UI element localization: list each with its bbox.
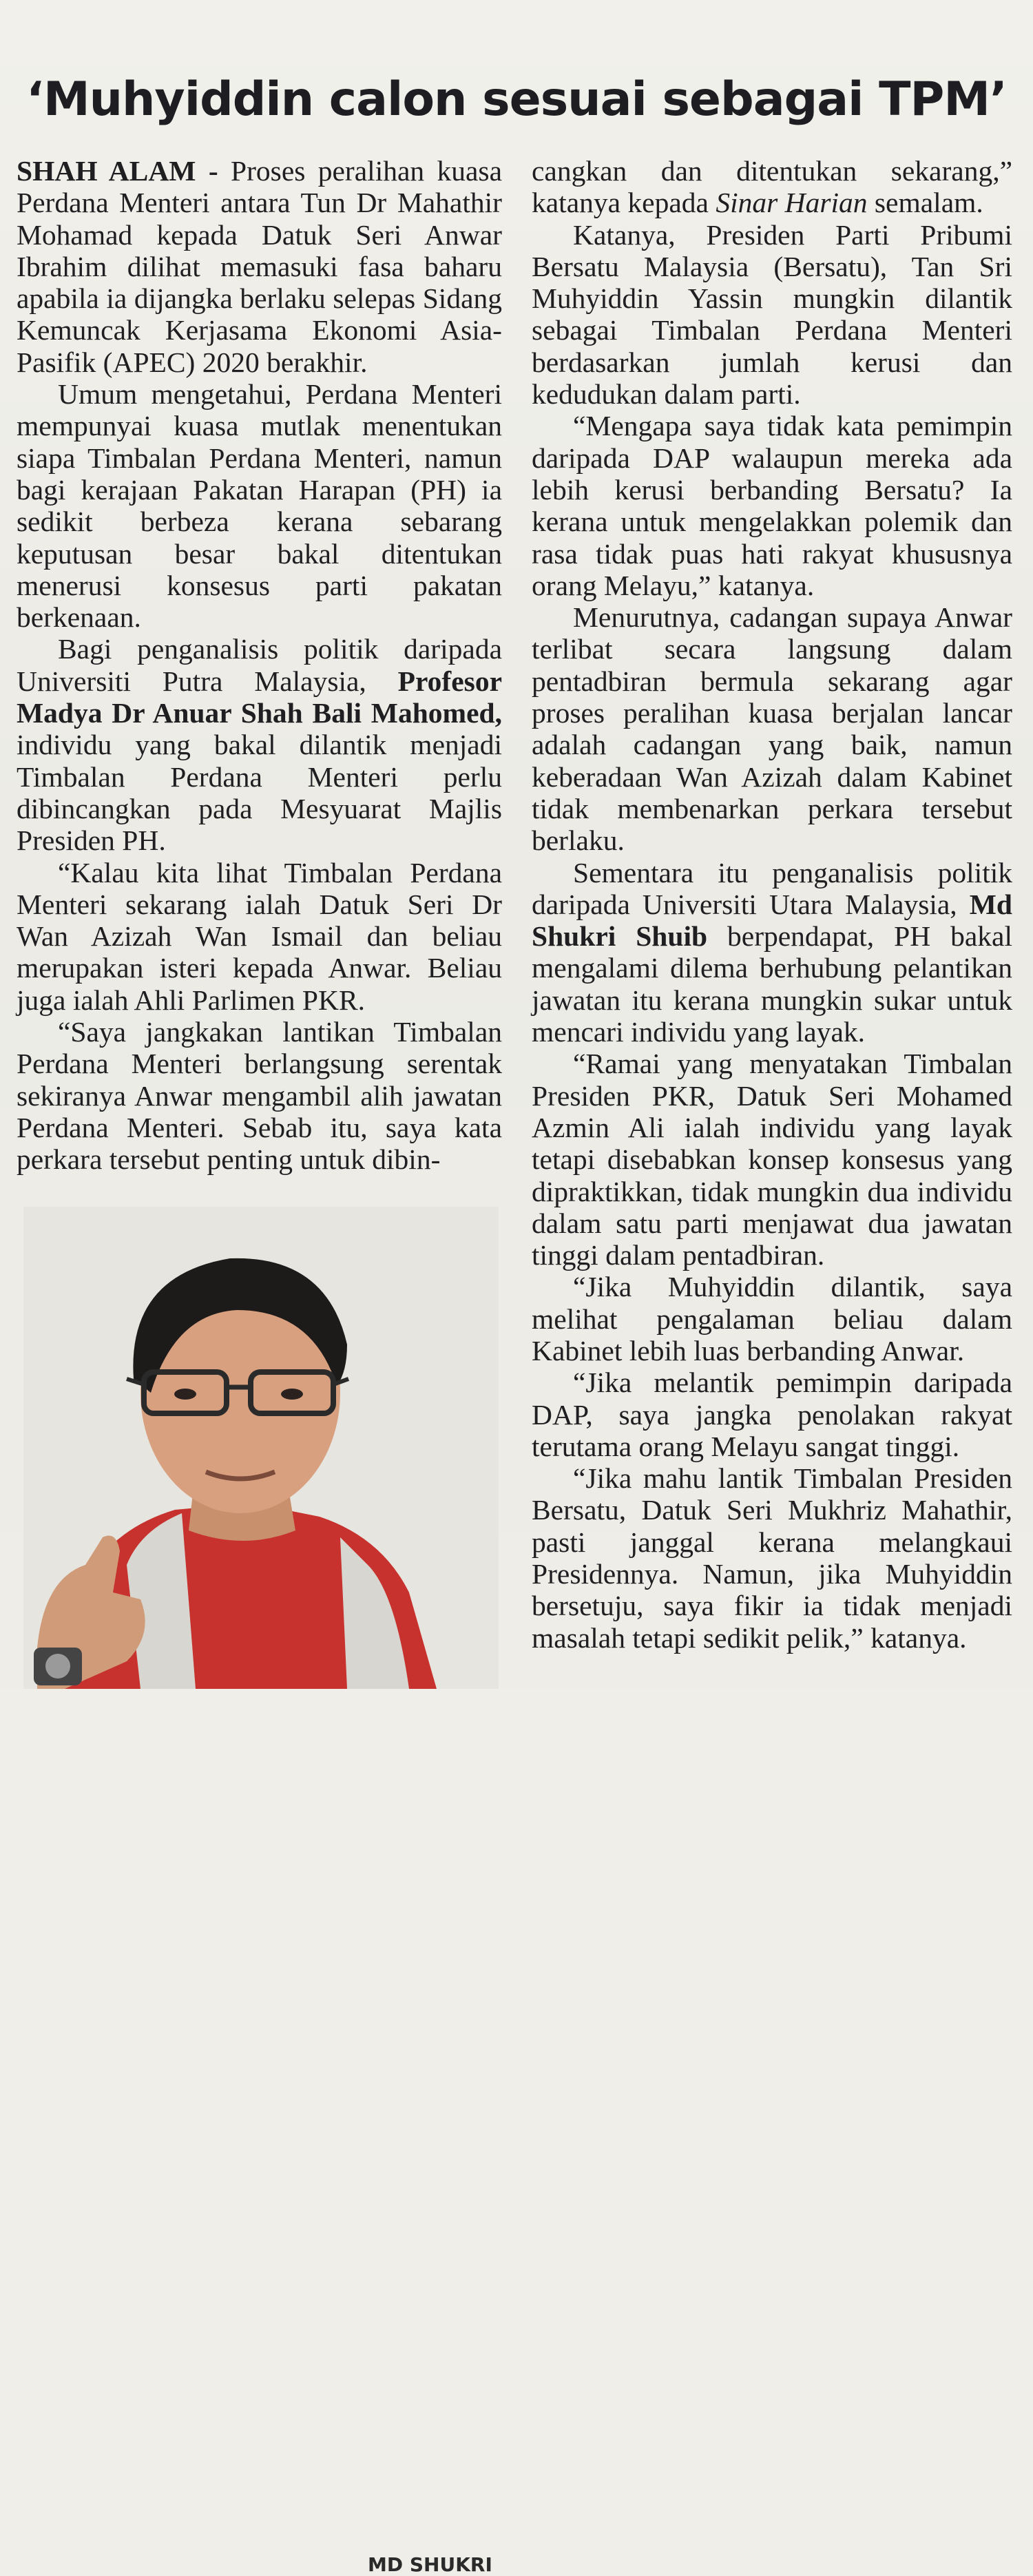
paragraph-1	[17, 155, 502, 378]
portrait-illustration	[23, 1207, 499, 1689]
paragraph-13: “Jika melantik pemimpin daripada DAP, saya jangka penolakan rakyat terutama orang Melayu sangat tinggi.	[532, 1367, 1012, 1462]
paragraph-2: Umum mengetahui, Perdana Menteri mempunyai kuasa mutlak menentukan siapa Timbalan Perdana Menteri, namun bagi kerajaan Pakatan Harapan (PH) ia sedikit berbeza kerana sebarang keputusan besar bakal ditentukan menerusi konsesus parti pakatan berkenaan.	[17, 378, 502, 634]
paragraph-10-rest: berpendapat, PH bakal mengalami dilema berhubung pelantikan jawatan itu kerana mungkin sukar untuk mencari individu yang layak.	[532, 920, 1012, 1048]
paragraph-7: Katanya, Presiden Parti Pribumi Bersatu Malaysia (Bersatu), Tan Sri Muhyiddin Yassin mungkin dilantik sebagai Timbalan Perdana Menteri berdasarkan jumlah kerusi dan kedudukan dalam parti.	[532, 218, 1012, 411]
dateline: SHAH ALAM -	[17, 155, 218, 187]
paragraph-6	[532, 155, 1012, 219]
paragraph-5: “Saya jangkakan lantikan Timbalan Perdana Menteri berlangsung serentak sekiranya Anwar mengambil alih jawatan Perdana Menteri. Sebab itu, saya kata perkara tersebut penting untuk dibin-	[17, 1016, 502, 1176]
headline: ‘Muhyiddin calon sesuai sebagai TPM’	[26, 72, 1007, 127]
paragraph-12: “Jika Muhyiddin dilantik, saya melihat pengalaman beliau dalam Kabinet lebih luas berbanding Anwar.	[532, 1271, 1012, 1367]
paragraph-4: “Kalau kita lihat Timbalan Perdana Menteri sekarang ialah Datuk Seri Dr Wan Azizah Wan Ismail dan beliau merupakan isteri kepada Anwar. Beliau juga ialah Ahli Parlimen PKR.	[17, 856, 502, 1016]
photo-caption: MD SHUKRI	[368, 2553, 492, 2576]
paragraph-1-text: Proses peralihan kuasa Perdana Menteri antara Tun Dr Mahathir Mohamad kepada Datuk Seri Anwar Ibrahim dilihat memasuki fasa baharu apabila ia dijangka berlaku selepas Sidang Kemuncak Kerjasama Ekonomi Asia-Pasifik (APEC) 2020 berakhir.	[17, 155, 502, 378]
paragraph-3	[17, 633, 502, 856]
left-column	[17, 155, 502, 1176]
paragraph-10-lead: Sementara itu penganalisis politik daripada Universiti Utara Malaysia,	[532, 856, 1012, 920]
paragraph-14: “Jika mahu lantik Timbalan Presiden Bersatu, Datuk Seri Mukhriz Mahathir, pasti janggal kerana melangkaui Presidennya. Namun, jika Muhyiddin bersetuju, saya fikir ia tidak menjadi masalah tetapi sedikit pelik,” katanya.	[532, 1462, 1012, 1654]
paragraph-8: “Mengapa saya tidak kata pemimpin daripada DAP walaupun mereka ada lebih kerusi berbanding Bersatu? Ia kerana untuk mengelakkan polemik dan rasa tidak puas hati rakyat khususnya orang Melayu,” katanya.	[532, 410, 1012, 601]
paragraph-6-lead: cangkan dan ditentukan sekarang,” katanya kepada	[532, 155, 1012, 219]
paragraph-3-lead: Bagi penganalisis politik daripada Universiti Putra Malaysia,	[17, 633, 502, 697]
paragraph-10	[532, 857, 1012, 1048]
paragraph-3-rest: individu yang bakal dilantik menjadi Timbalan Perdana Menteri perlu dibincangkan pada Mesyuarat Majlis Presiden PH.	[17, 729, 502, 857]
analyst-name-2: Md Shukri Shuib	[532, 888, 1012, 953]
paragraph-6-rest: semalam.	[867, 187, 983, 219]
portrait-photo	[23, 1207, 499, 2576]
paragraph-11: “Ramai yang menyatakan Timbalan Presiden PKR, Datuk Seri Mohamed Azmin Ali ialah individu yang layak tetapi disebabkan konsep konsesus yang dipraktikkan, tidak mungkin dua individu dalam satu parti menjawat dua jawatan tinggi dalam pentadbiran.	[532, 1048, 1012, 1271]
source-name: Sinar Harian	[716, 187, 868, 219]
analyst-name: Profesor Madya Dr Anuar Shah Bali Mahomed,	[17, 665, 502, 729]
right-column	[532, 155, 1012, 1654]
paragraph-9: Menurutnya, cadangan supaya Anwar terlibat secara langsung dalam pentadbiran bermula sekarang agar proses peralihan kuasa berjalan lancar adalah cadangan yang baik, namun keberadaan Wan Azizah dalam Kabinet tidak membenarkan perkara tersebut berlaku.	[532, 601, 1012, 857]
